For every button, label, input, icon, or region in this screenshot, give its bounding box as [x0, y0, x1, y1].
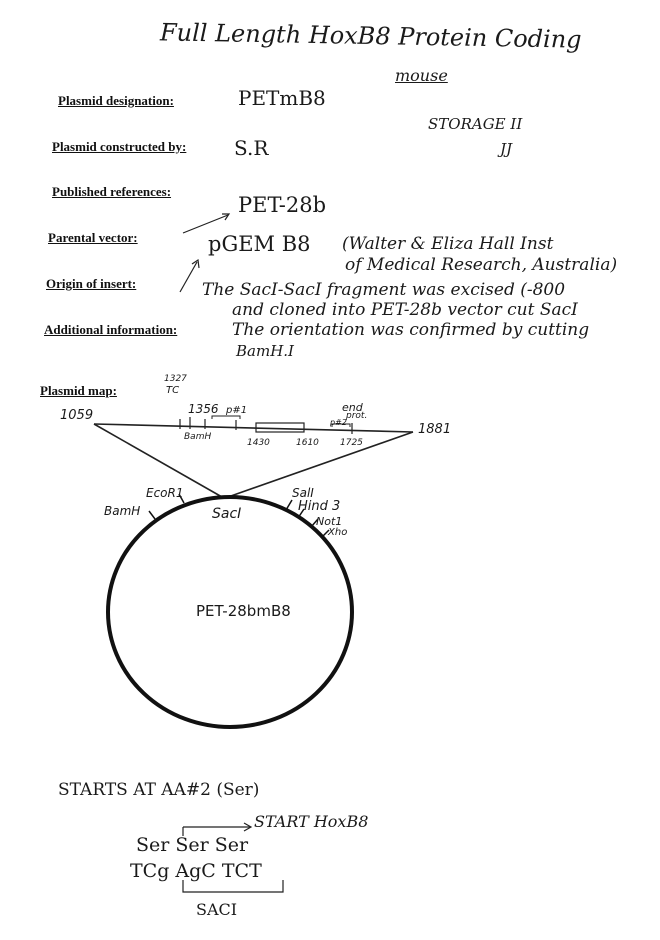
- ecori-site-label: EcoR1: [146, 486, 184, 500]
- parental-vector-value: pGEM B8: [208, 232, 311, 256]
- primer-1-label: p#1: [226, 405, 248, 416]
- xho-site-label: Xho: [328, 527, 348, 538]
- constructed-by-label: Plasmid constructed by:: [52, 139, 187, 154]
- additional-information-value-2: BamH.I: [236, 342, 294, 360]
- plasmid-designation-label: Plasmid designation:: [58, 93, 174, 108]
- plasmid-designation-value: PETmB8: [238, 86, 326, 110]
- insert-bamh-label: BamH: [184, 432, 212, 442]
- plasmid-name-label: PET-28bmB8: [196, 602, 291, 620]
- saci-bracket-label: SACI: [196, 900, 238, 919]
- primer1-bracket: [212, 416, 240, 419]
- end-label: end: [342, 401, 363, 414]
- constructed-by-value: S.R: [234, 136, 269, 160]
- pos-1430-label: 1430: [247, 438, 270, 448]
- page-title: Full Length HoxB8 Protein Coding: [159, 18, 582, 54]
- published-references-value: PET-28b: [238, 193, 327, 217]
- start-hoxb8-note: START HoxB8: [254, 812, 369, 831]
- parental-vector-institute-2: of Medical Research, Australia): [345, 255, 618, 275]
- additional-information-label: Additional information:: [44, 322, 178, 337]
- hind3-site-label: Hind 3: [298, 499, 341, 514]
- prot-label: prot.: [346, 411, 368, 421]
- not1-site-label: Not1: [316, 515, 343, 528]
- published-references-label: Published references:: [52, 184, 172, 199]
- codon-row: TCg AgC TCT: [130, 860, 262, 882]
- sali-tick: [286, 500, 292, 510]
- origin-insert-arrow: [180, 262, 197, 292]
- origin-of-insert-value: The SacI-SacI fragment was excised (-800: [202, 280, 566, 300]
- insert-end-label: 1881: [418, 422, 452, 437]
- bamh-tick: [149, 511, 155, 519]
- parental-vector-label: Parental vector:: [48, 230, 138, 245]
- starts-at-note: STARTS AT AA#2 (Ser): [58, 780, 260, 800]
- pos-tc-label: TC: [166, 385, 180, 396]
- primer-2-label: p#2: [330, 418, 347, 427]
- origin-of-insert-label: Origin of insert:: [46, 276, 137, 291]
- plasmid-map-label: Plasmid map:: [40, 383, 117, 398]
- pos-1725-label: 1725: [340, 438, 363, 448]
- origin-of-insert-value-2: and cloned into PET-28b vector cut SacI: [232, 300, 578, 320]
- storage-line-1: STORAGE II: [428, 115, 523, 133]
- pos-1610-label: 1610: [296, 438, 319, 448]
- parental-vector-institute: (Walter & Eliza Hall Inst: [342, 234, 554, 254]
- saci-site-label: SacI: [212, 506, 242, 522]
- amino-acid-row: Ser Ser Ser: [136, 834, 249, 856]
- pos-1356-label: 1356: [188, 402, 219, 416]
- pos-1327-label: 1327: [164, 374, 187, 384]
- bamh-site-label: BamH: [104, 504, 141, 518]
- storage-line-2: JJ: [500, 140, 513, 158]
- insert-line: [94, 424, 413, 432]
- additional-information-value: The orientation was confirmed by cutting: [232, 320, 590, 340]
- insert-start-label: 1059: [60, 408, 94, 423]
- sali-site-label: SalI: [292, 486, 314, 500]
- page-subtitle: mouse: [395, 66, 448, 85]
- published-ref-arrow: [183, 215, 228, 233]
